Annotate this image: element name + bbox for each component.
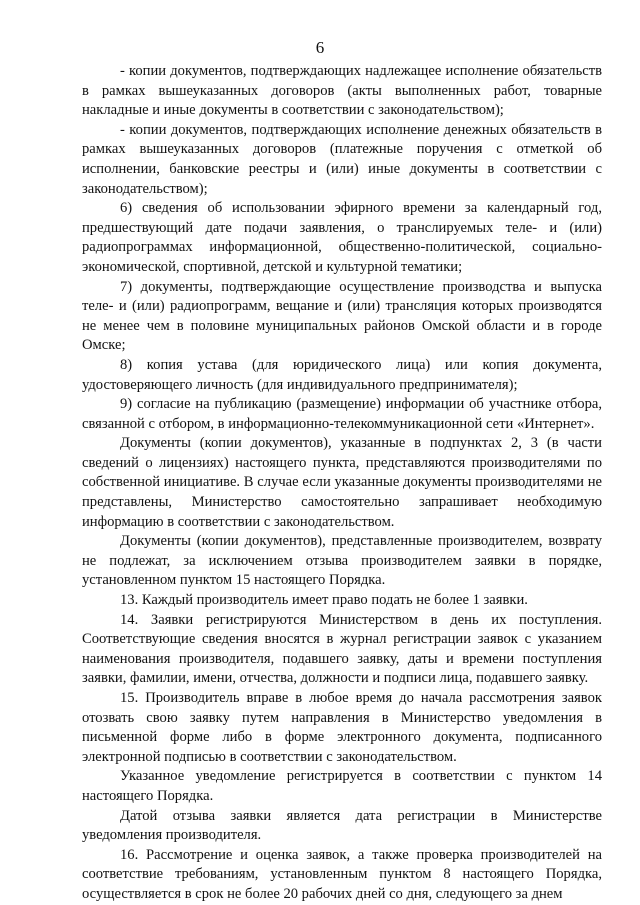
paragraph-item-16: 16. Рассмотрение и оценка заявок, а также проверка производителей на соответствие требованиям, установленным пунктом 8 настоящего Порядка, осуществляется в срок не более 20 рабочих дней со дня, следующего за днем xyxy=(82,846,602,902)
page-number: 6 xyxy=(315,38,325,57)
paragraph-payment-copies: - копии документов, подтверждающих исполнение денежных обязательств в рамках вышеуказанных договоров (платежные поручения с отметкой об исполнении, банковские реестры и (или) иные документы в соответствии с законодательством); xyxy=(82,121,602,197)
paragraph-notice-registration: Указанное уведомление регистрируется в соответствии с пунктом 14 настоящего Порядка. xyxy=(82,768,602,804)
paragraph-withdrawal-date: Датой отзыва заявки является дата регистрации в Министерстве уведомления производителя. xyxy=(82,807,602,844)
paragraph-documents-initiative: Документы (копии документов), указанные в подпунктах 2, 3 (в части сведений о лицензиях) настоящего пункта, представляются производителями по собственной инициативе. В случае если указанные документы производителями не представлены, Министерство самостоятельно запрашивает необходимую информацию в соответствии с законодательством. xyxy=(82,435,602,530)
paragraph-documents-return: Документы (копии документов), представленные производителем, возврату не подлежат, за исключением отзыва производителем заявки в порядке, установленном пунктом 15 настоящего Порядка. xyxy=(82,533,602,589)
paragraph-item-8: 8) копия устава (для юридического лица) или копия документа, удостоверяющего личность (для индивидуального предпринимателя); xyxy=(82,356,602,393)
paragraph-item-15: 15. Производитель вправе в любое время до начала рассмотрения заявок отозвать свою заявку путем направления в Министерство уведомления в письменной форме либо в форме электронного документа, подписанного электронной подписью в соответствии с законодательством. xyxy=(82,690,602,765)
paragraph-item-13: 13. Каждый производитель имеет право подать не более 1 заявки. xyxy=(120,592,528,609)
paragraph-acts-copies: - копии документов, подтверждающих надлежащее исполнение обязательств в рамках вышеуказанных договоров (акты выполненных работ, товарные накладные и иные документы в соответствии с законодательством); xyxy=(82,63,602,119)
body-text xyxy=(82,62,602,905)
paragraph-item-7: 7) документы, подтверждающие осуществление производства и выпуска теле- и (или) радиопрограмм, вещание и (или) трансляция которых производятся не менее чем в половине муниципальных районов Омской области и в городе Омске; xyxy=(82,278,602,354)
paragraph-item-9: 9) согласие на публикацию (размещение) информации об участнике отбора, связанной с отбором, в информационно-телекоммуникационной сети «Интернет». xyxy=(82,396,602,432)
paragraph-item-14: 14. Заявки регистрируются Министерством в день их поступления. Соответствующие сведения вносятся в журнал регистрации заявок с указанием наименования производителя, подавшего заявку, даты и времени поступления заявки, фамилии, имени, отчества, должности и подписи лица, подавшего заявку. xyxy=(82,611,602,687)
paragraph-item-6: 6) сведения об использовании эфирного времени за календарный год, предшествующий дате подачи заявления, о транслируемых теле- и (или) радиопрограммах информационной, общественно-политической, социально-экономической, спортивной, детской и культурной тематики; xyxy=(82,200,602,275)
